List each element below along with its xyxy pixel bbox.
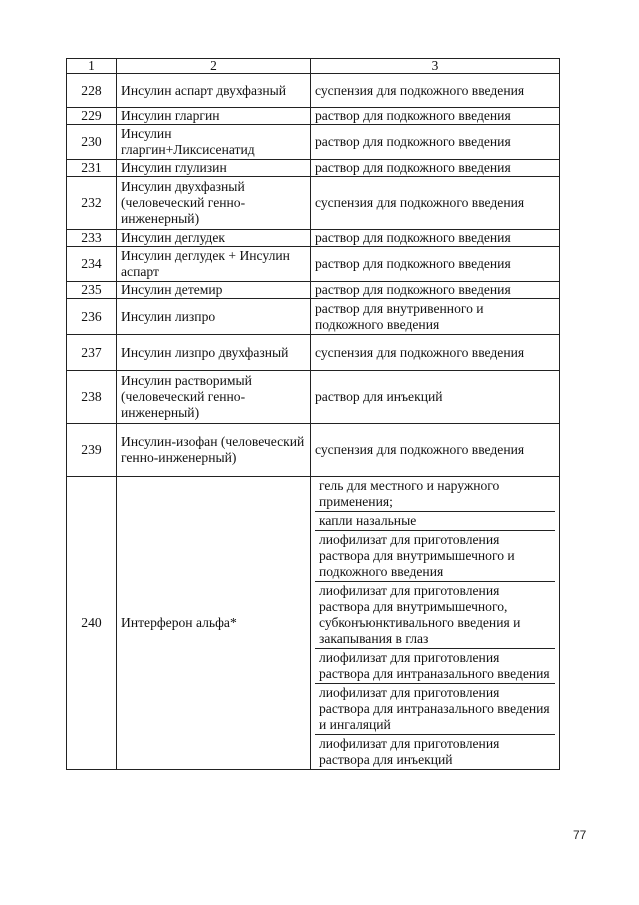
row-number: 230 — [67, 125, 117, 160]
drug-name: Интерферон альфа* — [117, 477, 311, 770]
table-row — [67, 424, 560, 477]
row-number: 240 — [67, 477, 117, 770]
row-number: 238 — [67, 371, 117, 424]
table-header-row — [67, 59, 560, 74]
page-number: 77 — [573, 828, 587, 842]
table-row — [67, 477, 560, 770]
dosage-form: суспензия для подкожного введения — [311, 74, 560, 108]
row-number: 229 — [67, 108, 117, 125]
drug-name: Инсулин растворимый (человеческий генно-инженерный) — [117, 371, 311, 424]
drug-name: Инсулин глулизин — [117, 160, 311, 177]
drug-name: Инсулин-изофан (человеческий генно-инженерный) — [117, 424, 311, 477]
dosage-form: лиофилизат для приготовления раствора для инъекций — [319, 736, 500, 767]
header-col-2: 2 — [117, 59, 311, 74]
table-row — [67, 247, 560, 282]
dosage-form: лиофилизат для приготовления раствора для внутримышечного и подкожного введения — [315, 531, 555, 582]
drug-name: Инсулин детемир — [117, 282, 311, 299]
drug-name: Инсулин гларгин — [117, 108, 311, 125]
row-number: 231 — [67, 160, 117, 177]
dosage-form: капли назальные — [315, 512, 555, 531]
row-number: 239 — [67, 424, 117, 477]
table-row — [67, 371, 560, 424]
table-row — [67, 230, 560, 247]
dosage-form: лиофилизат для приготовления раствора для внутримышечного, субконъюнктивального введения и закапывания в глаз — [315, 582, 555, 649]
table-row — [67, 282, 560, 299]
drug-table — [66, 58, 560, 770]
dosage-form: суспензия для подкожного введения — [311, 177, 560, 230]
row-number: 228 — [67, 74, 117, 108]
dosage-form: раствор для подкожного введения — [311, 230, 560, 247]
dosage-form: суспензия для подкожного введения — [311, 335, 560, 371]
table-row — [67, 125, 560, 160]
table-row — [67, 74, 560, 108]
header-col-3: 3 — [311, 59, 560, 74]
dosage-form: раствор для внутривенного и подкожного введения — [311, 299, 560, 335]
dosage-form: лиофилизат для приготовления раствора для интраназального введения и ингаляций — [315, 684, 555, 735]
table-row — [67, 177, 560, 230]
row-number: 233 — [67, 230, 117, 247]
drug-name: Инсулин лизпро двухфазный — [117, 335, 311, 371]
dosage-form: раствор для подкожного введения — [311, 160, 560, 177]
drug-name: Инсулин аспарт двухфазный — [117, 74, 311, 108]
dosage-form: раствор для подкожного введения — [311, 125, 560, 160]
table-row — [67, 160, 560, 177]
drug-name: Инсулин лизпро — [117, 299, 311, 335]
dosage-form: раствор для подкожного введения — [311, 247, 560, 282]
dosage-form: раствор для инъекций — [311, 371, 560, 424]
row-number: 235 — [67, 282, 117, 299]
dosage-form: раствор для подкожного введения — [311, 282, 560, 299]
drug-name: Инсулин гларгин+Ликсисенатид — [117, 125, 311, 160]
drug-name: Инсулин деглудек + Инсулин аспарт — [117, 247, 311, 282]
header-col-1: 1 — [67, 59, 117, 74]
dosage-form: лиофилизат для приготовления раствора для интраназального введения — [315, 649, 555, 684]
row-number: 232 — [67, 177, 117, 230]
drug-name: Инсулин двухфазный (человеческий генно-инженерный) — [117, 177, 311, 230]
table-row — [67, 335, 560, 371]
table-row — [67, 108, 560, 125]
row-number: 236 — [67, 299, 117, 335]
dosage-form: раствор для подкожного введения — [311, 108, 560, 125]
table-row — [67, 299, 560, 335]
drug-name: Инсулин деглудек — [117, 230, 311, 247]
dosage-form: гель для местного и наружного применения; — [315, 477, 555, 512]
dosage-forms-list — [311, 477, 560, 770]
row-number: 234 — [67, 247, 117, 282]
dosage-form: суспензия для подкожного введения — [311, 424, 560, 477]
row-number: 237 — [67, 335, 117, 371]
